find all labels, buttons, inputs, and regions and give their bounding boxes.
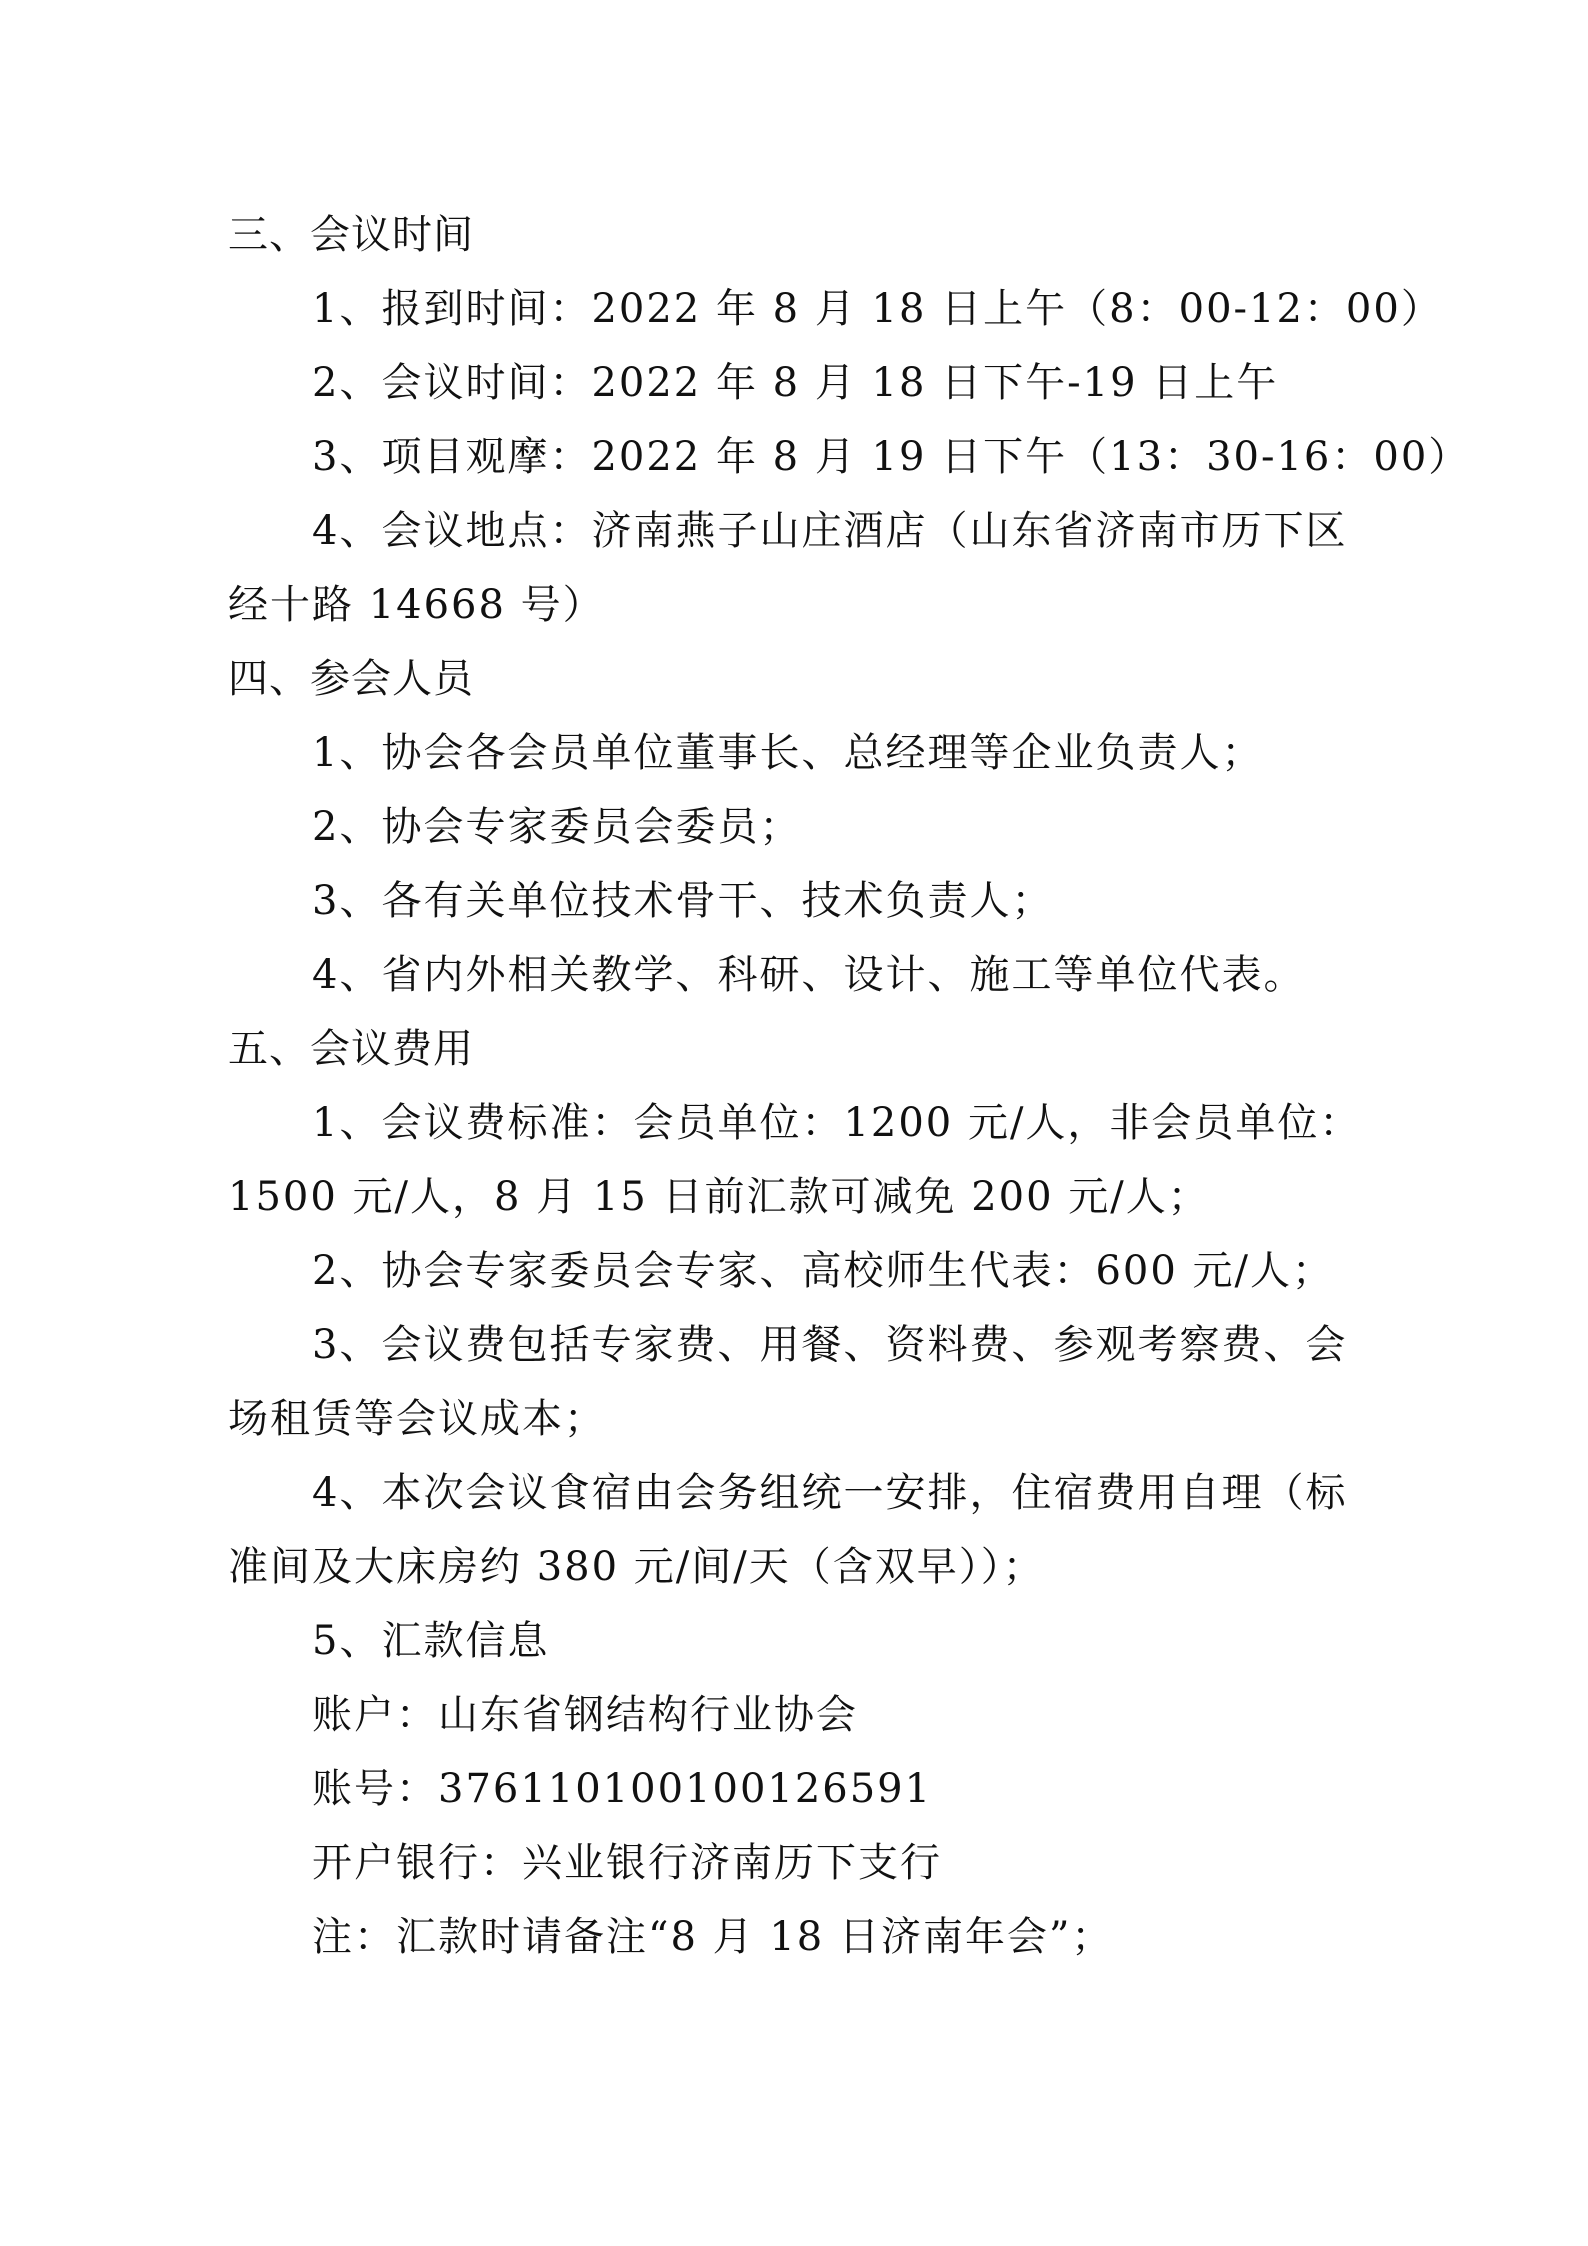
paragraph-line: 2、协会专家委员会专家、高校师生代表：600 元/人； xyxy=(312,1248,1334,1294)
paragraph-line: 3、会议费包括专家费、用餐、资料费、参观考察费、会 xyxy=(312,1322,1348,1368)
account-name-line: 账户：山东省钢结构行业协会 xyxy=(312,1692,858,1738)
paragraph-line: 经十路 14668 号） xyxy=(228,582,605,628)
paragraph-line: 2、协会专家委员会委员； xyxy=(312,804,802,850)
paragraph-line: 3、项目观摩：2022 年 8 月 19 日下午（13：30-16：00） xyxy=(312,434,1471,480)
section-heading-fees: 五、会议费用 xyxy=(228,1026,474,1072)
bank-name-line: 开户银行：兴业银行济南历下支行 xyxy=(312,1840,942,1886)
paragraph-line: 1500 元/人，8 月 15 日前汇款可减免 200 元/人； xyxy=(228,1174,1210,1220)
remittance-note-line: 注：汇款时请备注“8 月 18 日济南年会”； xyxy=(312,1914,1114,1960)
document-body xyxy=(228,198,1471,1974)
paragraph-line: 2、会议时间：2022 年 8 月 18 日下午-19 日上午 xyxy=(312,360,1279,406)
paragraph-line: 准间及大床房约 380 元/间/天（含双早））； xyxy=(228,1544,1045,1590)
paragraph-line: 3、各有关单位技术骨干、技术负责人； xyxy=(312,878,1054,924)
section-heading-meeting-time: 三、会议时间 xyxy=(228,212,474,258)
paragraph-line: 1、报到时间：2022 年 8 月 18 日上午（8：00-12：00） xyxy=(312,286,1443,332)
paragraph-line: 4、会议地点：济南燕子山庄酒店（山东省济南市历下区 xyxy=(312,508,1348,554)
account-number-line: 账号：376110100100126591 xyxy=(312,1766,933,1812)
section-heading-attendees: 四、参会人员 xyxy=(228,656,474,702)
paragraph-line: 4、本次会议食宿由会务组统一安排，住宿费用自理（标 xyxy=(312,1470,1348,1516)
paragraph-line: 5、汇款信息 xyxy=(312,1618,550,1664)
paragraph-line: 1、会议费标准：会员单位：1200 元/人，非会员单位： xyxy=(312,1100,1362,1146)
paragraph-line: 场租赁等会议成本； xyxy=(228,1396,606,1442)
paragraph-line: 4、省内外相关教学、科研、设计、施工等单位代表。 xyxy=(312,952,1306,998)
paragraph-line: 1、协会各会员单位董事长、总经理等企业负责人； xyxy=(312,730,1264,776)
